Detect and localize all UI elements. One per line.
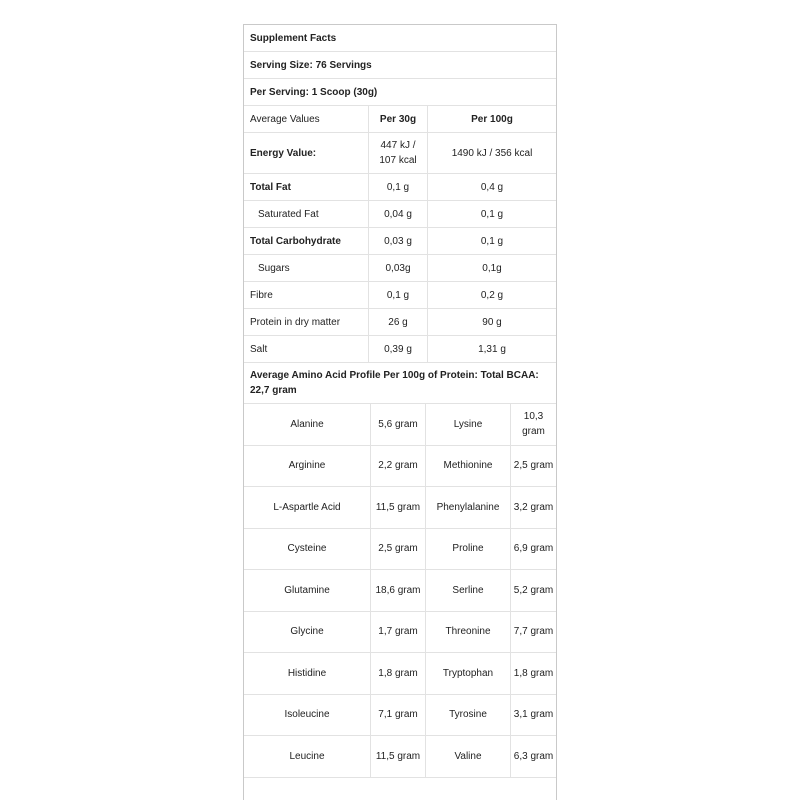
amino-value: 10,3 gram [510, 404, 556, 445]
amino-value: 5,2 gram [510, 570, 556, 611]
table-row [244, 201, 556, 228]
amino-value: 3,1 gram [510, 695, 556, 736]
nutrient-per100: 1490 kJ / 356 kcal [427, 133, 556, 173]
amino-value: 3,2 gram [510, 487, 556, 528]
title-text: Supplement Facts [250, 32, 337, 44]
table-title [244, 25, 556, 52]
amino-name: Methionine [425, 446, 510, 487]
serving-size-row [244, 52, 556, 79]
amino-value: 18,6 gram [370, 570, 425, 611]
table-row [244, 309, 556, 336]
amino-name: Valine [425, 736, 510, 777]
amino-value: 11,5 gram [370, 487, 425, 528]
header-average-values: Average Values [250, 113, 320, 125]
nutrient-per30: 0,03 g [368, 228, 427, 254]
nutrient-name: Saturated Fat [258, 208, 319, 220]
amino-name: Isoleucine [284, 709, 330, 721]
amino-value: 2,5 gram [510, 446, 556, 487]
table-row [244, 695, 556, 737]
header-per-100g: Per 100g [427, 106, 556, 132]
amino-name: Proline [425, 529, 510, 570]
nutrient-name: Total Carbohydrate [250, 235, 341, 247]
nutrient-name: Total Fat [250, 181, 291, 193]
table-row [244, 133, 556, 174]
table-row [244, 255, 556, 282]
nutrient-per100: 90 g [427, 309, 556, 335]
table-row [244, 282, 556, 309]
nutrient-per100: 0,4 g [427, 174, 556, 200]
table-row [244, 228, 556, 255]
amino-value: 1,8 gram [370, 653, 425, 694]
amino-value: 7,7 gram [510, 612, 556, 653]
amino-name: Alanine [290, 418, 324, 430]
amino-name: Cysteine [287, 543, 327, 555]
nutrient-per100: 0,1 g [427, 201, 556, 227]
amino-name: Threonine [425, 612, 510, 653]
nutrient-name: Fibre [250, 289, 273, 301]
amino-acid-table [244, 404, 556, 778]
table-row [244, 446, 556, 488]
nutrient-per100: 0,1 g [427, 228, 556, 254]
per-serving-row [244, 79, 556, 106]
amino-name: Tyrosine [425, 695, 510, 736]
nutrient-name: Energy Value: [250, 147, 317, 159]
supplement-facts-table [243, 24, 557, 800]
amino-name: Serline [425, 570, 510, 611]
amino-value: 1,7 gram [370, 612, 425, 653]
amino-name: Leucine [289, 750, 325, 762]
amino-heading-row [244, 363, 556, 404]
amino-name: Lysine [425, 404, 510, 445]
amino-name: Glutamine [284, 584, 330, 596]
per-serving-text: Per Serving: 1 Scoop (30g) [250, 86, 378, 98]
amino-name: Tryptophan [425, 653, 510, 694]
table-row [244, 529, 556, 571]
amino-value: 2,5 gram [370, 529, 425, 570]
nutrient-per30: 447 kJ / 107 kcal [368, 133, 427, 173]
nutrient-per100: 0,1g [427, 255, 556, 281]
table-row [244, 174, 556, 201]
nutrient-name: Sugars [258, 262, 290, 274]
amino-value: 11,5 gram [370, 736, 425, 777]
amino-value: 6,3 gram [510, 736, 556, 777]
table-row [244, 336, 556, 363]
amino-name: Phenylalanine [425, 487, 510, 528]
amino-value: 6,9 gram [510, 529, 556, 570]
table-row [244, 570, 556, 612]
table-row [244, 487, 556, 529]
nutrient-per30: 0,39 g [368, 336, 427, 362]
column-header-row [244, 106, 556, 133]
table-row [244, 736, 556, 778]
amino-heading-text: Average Amino Acid Profile Per 100g of Protein: Total BCAA: 22,7 gram [250, 370, 539, 396]
table-row [244, 612, 556, 654]
nutrient-per100: 0,2 g [427, 282, 556, 308]
serving-size-text: Serving Size: 76 Servings [250, 59, 372, 71]
nutrient-per30: 0,04 g [368, 201, 427, 227]
nutrient-per100: 1,31 g [427, 336, 556, 362]
table-row [244, 653, 556, 695]
amino-name: Glycine [290, 626, 324, 638]
amino-name: Histidine [287, 667, 327, 679]
table-row [244, 404, 556, 446]
header-per-30g: Per 30g [368, 106, 427, 132]
amino-name: Arginine [288, 460, 326, 472]
amino-name: L-Aspartle Acid [273, 501, 341, 513]
amino-value: 2,2 gram [370, 446, 425, 487]
amino-value: 5,6 gram [370, 404, 425, 445]
nutrient-per30: 0,1 g [368, 282, 427, 308]
amino-value: 1,8 gram [510, 653, 556, 694]
nutrient-name: Salt [250, 343, 268, 355]
nutrient-name: Protein in dry matter [250, 316, 341, 328]
amino-value: 7,1 gram [370, 695, 425, 736]
nutrient-per30: 26 g [368, 309, 427, 335]
nutrient-per30: 0,03g [368, 255, 427, 281]
nutrient-per30: 0,1 g [368, 174, 427, 200]
